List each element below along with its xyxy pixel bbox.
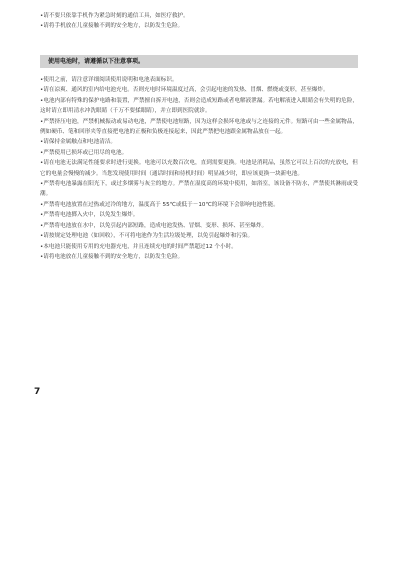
precaution-read-instructions: •使用之前，请注意详细阅读使用说明和电池表面标识。: [40, 77, 178, 83]
intro-note-children: •请将手机放在儿童接触不到的安全地方，以防发生危险。: [40, 23, 184, 30]
precaution-no-disassembly: •电池内部有特殊的保护电路和装置，严禁擅自拆开电池，否则会造成短路或者电解液泄漏。若电解液进入眼睛会有失明的危险，这时请立即用清水冲洗眼睛（千万不要揉眼睛），并立即到医院就诊。: [40, 97, 358, 115]
precaution-charge-ventilated: •请在凉爽、通风的室内给电池充电。否则充电时环境温度过高，会引起电池的发热、冒烟、燃烧或变形，甚至爆炸。: [40, 87, 329, 94]
precaution-no-short-circuit: •严禁挤压电池，严禁机械振动或易动电池，严禁使电池短路，因为这样会损坏电池或与之连接的元件。短路可由一些金属物品，例如硬币、笔和回形夹等直接把电池的正极和负极连接起来，因此严禁把电池跟金属物品放在一起。: [40, 118, 358, 136]
section-header-bar: [40, 55, 358, 68]
battery-precautions: [40, 75, 358, 262]
section-header: 使用电池时，请遵循以下注意事项。: [48, 58, 145, 65]
page-number: 7: [34, 387, 41, 397]
precaution-no-water: •严禁将电池放在水中，以免引起内部短路，造成电池发热、冒烟、变形、损坏、甚至爆炸。: [40, 222, 268, 229]
intro-note-emergency: •请不要只依靠手机作为紧急时刻的通信工具，如医疗救护。: [40, 13, 189, 19]
precaution-dedicated-charger: •本电池只能使用专用的充电器充电，并且连续充电的时间严禁超过12 个小时。: [40, 243, 237, 250]
precaution-no-damaged-battery: •严禁使用已损坏或已用尽的电池。: [40, 149, 128, 156]
precaution-disposal: •请按规定处理电池（如回收），不可将电池作为生活垃圾处理，以免引起爆炸和污染。: [40, 233, 254, 240]
precaution-replace-battery: •请在电池无法满足性能要求时进行更换。电池可以充数百次电，直到需要更换。电池是消耗品，虽然它可以上百次的充放电，但它的电量会慢慢的减少。当您发现使用时间（通话时间和待机时间）明显减少时，即应该更换一块新电池。: [40, 160, 358, 177]
precaution-keep-clean: •请保持金属触点和电池清洁。: [40, 139, 117, 146]
precaution-temperature: •严禁将电池放置在过热或过冷的地方，温度高于 55℃或低于－10℃的环境下会影响电池性能。: [40, 201, 279, 208]
precaution-no-fire: •严禁将电池掷入火中，以免发生爆炸。: [40, 212, 139, 219]
precaution-children: •请将电池放在儿童接触不到的安全地方，以防发生危险。: [40, 253, 184, 260]
precaution-no-sun-humidity: •严禁将电池暴露在阳光下，或过多烟雾与灰尘的地方。严禁在湿度高的环境中使用，如浴室，该设备不防水，严禁使其淋雨或受潮。: [40, 181, 358, 198]
intro-notes: [40, 11, 358, 32]
